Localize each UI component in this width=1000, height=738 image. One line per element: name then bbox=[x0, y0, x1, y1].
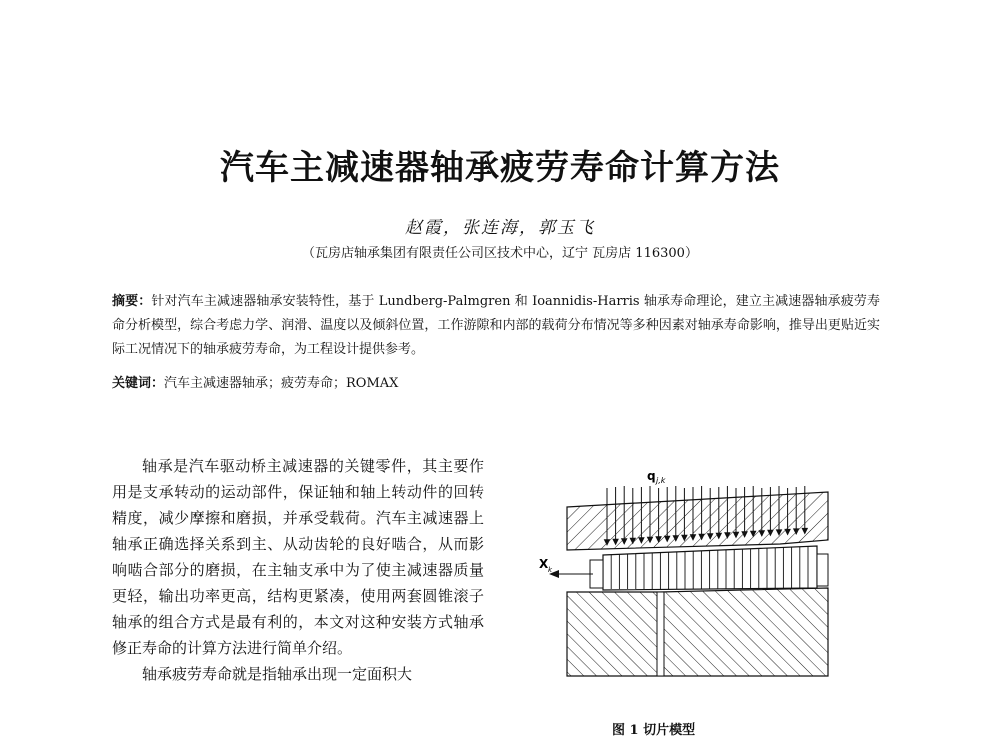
inner-ring bbox=[567, 588, 828, 676]
body-paragraph-2: 轴承疲劳寿命就是指轴承出现一定面积大 bbox=[142, 665, 413, 683]
outer-ring bbox=[567, 492, 828, 550]
axis-label: X bbox=[539, 557, 549, 571]
load-label: q bbox=[647, 469, 656, 483]
figure-caption: 图 1 切片模型 bbox=[612, 723, 696, 738]
roller bbox=[603, 546, 817, 590]
slice-model-figure bbox=[535, 462, 850, 712]
keywords-text: 汽车主减速器轴承；疲劳寿命；ROMAX bbox=[164, 376, 399, 391]
abstract bbox=[112, 290, 880, 362]
keywords bbox=[112, 372, 398, 391]
abstract-label: 摘要： bbox=[112, 294, 152, 309]
body-paragraph-1: 轴承是汽车驱动桥主减速器的关键零件，其主要作用是支承转动的运动部件，保证轴和轴上转动件的回转精度，减少摩擦和磨损，并承受载荷。汽车主减速器上轴承正确选择关系到主、从动齿轮的良好啮合，从而影响啮合部分的磨损，在主轴支承中为了使主减速器质量更轻，输出功率更高，结构更紧凑，使用两套圆锥滚子轴承的组合方式是最有利的，本文对这种安装方式轴承修正寿命的计算方法进行简单介绍。 bbox=[112, 457, 484, 657]
roller-right-cap bbox=[817, 554, 828, 586]
axis-subscript: k bbox=[548, 566, 553, 574]
authors: 赵霞，张连海，郭玉飞 bbox=[405, 218, 595, 238]
paper-title: 汽车主减速器轴承疲劳寿命计算方法 bbox=[220, 148, 780, 188]
inner-ring-slot bbox=[657, 592, 664, 676]
keywords-label: 关键词： bbox=[112, 376, 165, 391]
body-column bbox=[112, 453, 484, 687]
abstract-text: 针对汽车主减速器轴承安装特性，基于 Lundberg-Palmgren 和 Ioannidis-Harris 轴承寿命理论，建立主减速器轴承疲劳寿命分析模型，综合考虑力学、润滑、温度以及倾斜位置，工作游隙和内部的载荷分布情况等多种因素对轴承寿命影响，推导出更贴近实际工况情况下的轴承疲劳寿命，为工程设计提供参考。 bbox=[112, 294, 880, 357]
affiliation: （瓦房店轴承集团有限责任公司区技术中心，辽宁 瓦房店 116300） bbox=[302, 246, 698, 261]
load-subscript: j,k bbox=[656, 476, 666, 485]
